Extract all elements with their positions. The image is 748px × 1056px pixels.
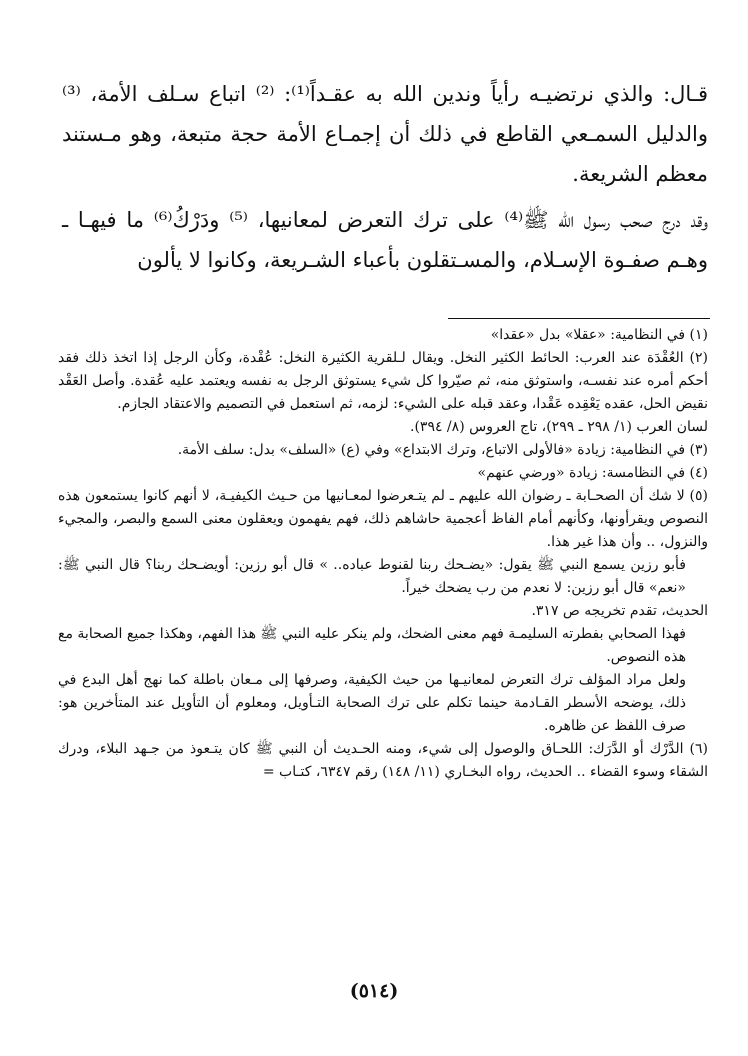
footnote-5-source: الحديث، تقدم تخريجه ص ٣١٧. bbox=[531, 603, 708, 619]
main-paragraph-1: قـال: والذي نرتضيـه رأياً وندين الله به عقـداً⁽¹⁾: ⁽²⁾ اتباع سـلف الأمة، ⁽³⁾ والدليل السمـعي القاطع في ذلك أن إجمـاع الأمة حجة متبعة، وهو مـستند معظم الشريعة. bbox=[62, 82, 708, 186]
footnote-6: (٦) الدَّرْك أو الدَّرَك: اللحـاق والوصول إلى شيء، ومنه الحـديث أن النبي ﷺ كان يتـعوذ من جـهد البلاء، ودرك الشقاء وسوء القضاء .. الحديث، رواه البخـاري (١١/ ١٤٨) رقم ٦٣٤٧، كتـاب = bbox=[58, 741, 708, 780]
footnote-1: (١) في النظامية: «عقلا» بدل «عقدا» bbox=[490, 327, 708, 343]
footnote-5-hadith: فأبو رزين يسمع النبي ﷺ يقول: «يضـحك ربنا لقنوط عباده.. » قال أبو رزين: أويضـحك ربنا؟ قال النبي ﷺ: «نعم» قال أبو رزين: لا نعدم من رب يضحك خيراً. bbox=[58, 557, 686, 596]
footnote-5-conclusion: ولعل مراد المؤلف ترك التعرض لمعانيـها من حيث الكيفية، وصرفها إلى مـعان باطلة كما نهج أهل البدع في ذلك، يوضحه الأسطر القـادمة حينما تكلم على ترك الصحابة التـأويل، ومعلوم أن التأويل عند المتأخرين هو: صرف اللفظ عن ظاهره. bbox=[58, 672, 686, 734]
main-paragraph-2: وقد درج صحب رسول الله ﷺ⁽⁴⁾ على ترك التعرض لمعانيها، ⁽⁵⁾ ودَرْكُ⁽⁶⁾ ما فيهـا ـ وهـم صفـوة الإسـلام، والمسـتقلون بأعباء الشـريعة، وكانوا لا يألون bbox=[62, 208, 709, 272]
page-number: (٥١٤) bbox=[349, 980, 399, 1002]
footnote-4: (٤) في النظامسة: زيادة «ورضي عنهم» bbox=[477, 465, 708, 481]
main-text bbox=[62, 74, 708, 280]
footnote-5-commentary: فهذا الصحابي بفطرته السليمـة فهم معنى الضحك، ولم ينكر عليه النبي ﷺ هذا الفهم، وهكذا جميع الصحابة مع هذه النصوص. bbox=[58, 626, 686, 665]
footnote-2: (٢) العُقْدَة عند العرب: الحائط الكثير النخل. ويقال لـلقرية الكثيرة النخل: عُقْدة، وكأن الرجل إذا اتخذ ذلك فقد أحكم أمره عند نفسـه، واستوثق منه، ثم صيّروا كل شيء يستوثق الرجل به نفسه ويعتمد عليه عُقدة. وأصل العَقْد نقيض الحل، عقده يَعْقِده عَقْدا، وعقد قبله على الشيء: لزمه، ثم استعمل في التصميم والاعتقاد الجازم. bbox=[58, 350, 708, 412]
footnote-5: (٥) لا شك أن الصحـابة ـ رضوان الله عليهم ـ لم يتـعرضوا لمعـانيها من حـيث الكيفيـة، لا أنهم كانوا يستمعون هذه النصوص ويقرأونها، وكأنهم أمام الفاظ أعجمية حاشاهم ذلك، فهم يفهمون ويعقلون معنى السمع والبصر، والمجيء والنزول، .. وأن هذا غير هذا. bbox=[58, 488, 708, 550]
footnote-3: (٣) في النظامية: زيادة «فالأولى الاتباع، وترك الابتداع» وفي (ع) «السلف» بدل: سلف الأمة. bbox=[177, 442, 708, 458]
footnote-separator bbox=[448, 318, 710, 319]
footnotes bbox=[58, 324, 708, 784]
footnote-2-source: لسان العرب (١/ ٢٩٨ ـ ٢٩٩)، تاج العروس (٨/ ٣٩٤). bbox=[410, 419, 708, 435]
